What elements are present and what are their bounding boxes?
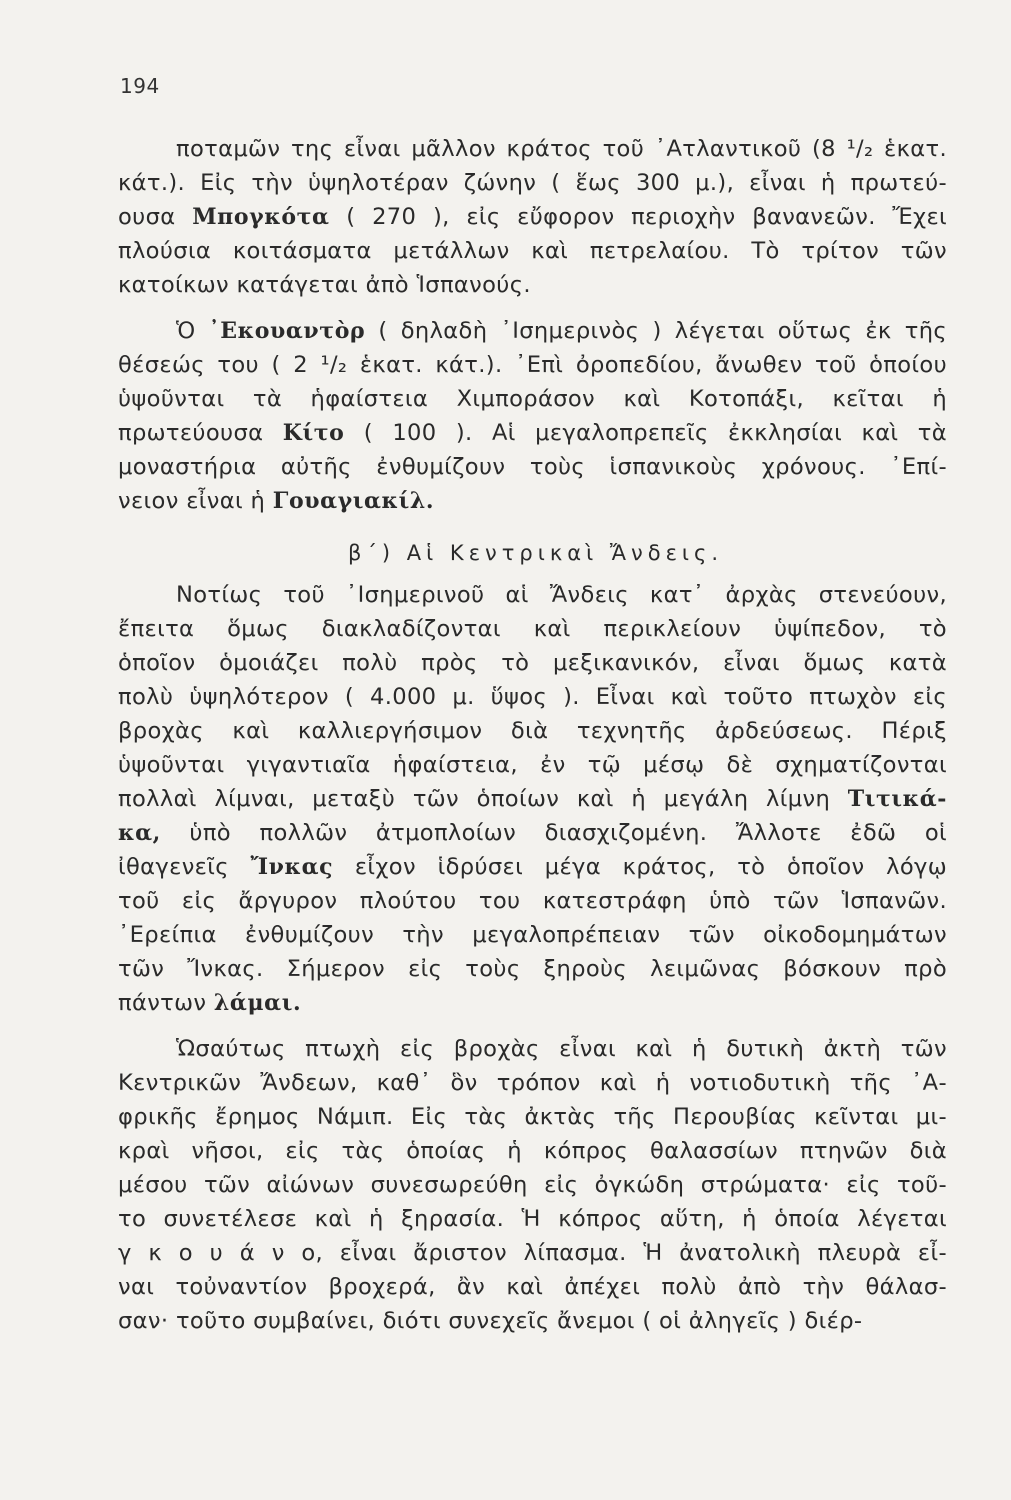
text-line bbox=[118, 918, 947, 952]
text-run: ( 270 ), εἰς εὔφορον περιοχὴν βανανεῶν. Ἔχει bbox=[329, 204, 948, 230]
text-line bbox=[118, 782, 947, 816]
text-run: το συνετέλεσε καὶ ἡ ξηρασία. Ἡ κόπρος αὕτη, ἡ ὁποία λέγεται bbox=[118, 1206, 947, 1232]
section-a-text bbox=[118, 132, 947, 518]
text-line bbox=[118, 450, 947, 484]
text-line bbox=[118, 748, 947, 782]
text-line bbox=[118, 382, 947, 416]
text-line bbox=[118, 484, 947, 518]
text-line bbox=[118, 1032, 947, 1066]
text-run: πολὺ ὑψηλότερον ( 4.000 μ. ὕψος ). Εἶναι καὶ τοῦτο πτωχὸν εἰς bbox=[118, 684, 947, 710]
text-run: πάντων bbox=[118, 990, 214, 1016]
text-line bbox=[118, 200, 947, 234]
section-b-text bbox=[118, 578, 947, 1338]
text-run: Ὁ bbox=[176, 318, 209, 344]
paragraph bbox=[118, 578, 947, 1020]
text-line bbox=[118, 348, 947, 382]
text-run: τῶν Ἴνκας. Σήμερον εἰς τοὺς ξηροὺς λειμῶνας βόσκουν πρὸ bbox=[118, 956, 947, 982]
text-run: ὑψοῦνται γιγαντιαῖα ἡφαίστεια, ἐν τῷ μέσῳ δὲ σχηματίζονται bbox=[118, 752, 947, 778]
text-line bbox=[118, 1168, 947, 1202]
text-line bbox=[118, 416, 947, 450]
text-line bbox=[118, 234, 947, 268]
paragraph bbox=[118, 314, 947, 518]
text-run: ποταμῶν της εἶναι μᾶλλον κράτος τοῦ ᾿Ατλαντικοῦ (8 ¹/₂ ἑκατ. bbox=[176, 136, 947, 162]
text-line bbox=[118, 268, 947, 302]
section-heading: β΄) Αἱ Κεντρικαὶ Ἄνδεις. bbox=[348, 541, 724, 565]
text-line bbox=[118, 1270, 947, 1304]
text-run: πρωτεύουσα bbox=[118, 420, 283, 446]
text-line bbox=[118, 166, 947, 200]
paragraph bbox=[118, 1032, 947, 1338]
bold-term: Ἴνκας bbox=[250, 854, 334, 880]
text-run: Κεντρικῶν Ἄνδεων, καθ᾿ ὃν τρόπον καὶ ἡ νοτιοδυτικὴ τῆς ᾿Α- bbox=[118, 1070, 947, 1096]
text-line bbox=[118, 1304, 947, 1338]
bold-term: Κίτο bbox=[282, 420, 345, 446]
text-run: ( 100 ). Αἱ μεγαλοπρεπεῖς ἐκκλησίαι καὶ τὰ bbox=[344, 420, 947, 446]
text-run: φρικῆς ἔρημος Νάμιπ. Εἰς τὰς ἀκτὰς τῆς Περουβίας κεῖνται μι- bbox=[118, 1104, 947, 1130]
text-line bbox=[118, 578, 947, 612]
text-run: Νοτίως τοῦ ᾿Ισημερινοῦ αἱ Ἄνδεις κατ᾿ ἀρχὰς στενεύουν, bbox=[176, 582, 947, 608]
text-run: εἶχον ἱδρύσει μέγα κράτος, τὸ ὁποῖον λόγῳ bbox=[333, 854, 947, 880]
text-run: ( δηλαδὴ ᾿Ισημερινὸς ) λέγεται οὕτως ἐκ τῆς bbox=[365, 318, 947, 344]
text-run: ὑψοῦνται τὰ ἡφαίστεια Χιμποράσον καὶ Κοτοπάξι, κεῖται ἡ bbox=[118, 386, 947, 412]
text-line bbox=[118, 986, 947, 1020]
text-line bbox=[118, 132, 947, 166]
text-line bbox=[118, 1066, 947, 1100]
text-run: ὑπὸ πολλῶν ἀτμοπλοίων διασχιζομένη. Ἄλλοτε ἐδῶ οἱ bbox=[160, 820, 947, 846]
bold-term: Τιτικά- bbox=[847, 786, 947, 812]
text-line bbox=[118, 952, 947, 986]
text-run: πλούσια κοιτάσματα μετάλλων καὶ πετρελαίου. Τὸ τρίτον τῶν bbox=[118, 238, 947, 264]
text-line bbox=[118, 1202, 947, 1236]
text-line bbox=[118, 850, 947, 884]
text-run: κάτ.). Εἰς τὴν ὑψηλοτέραν ζώνην ( ἕως 300 μ.), εἶναι ἡ πρωτεύ- bbox=[118, 170, 947, 196]
text-run: ναι τοὐναντίον βροχερά, ἂν καὶ ἀπέχει πολὺ ἀπὸ τὴν θάλασ- bbox=[118, 1274, 947, 1300]
text-run: ἰθαγενεῖς bbox=[118, 854, 251, 880]
text-line bbox=[118, 1100, 947, 1134]
bold-term: ᾿Εκουαντὸρ bbox=[208, 318, 366, 344]
text-run: ἔπειτα ὅμως διακλαδίζονται καὶ περικλείουν ὑψίπεδον, τὸ bbox=[118, 616, 947, 642]
paragraph bbox=[118, 132, 947, 302]
text-run: θέσεώς του ( 2 ¹/₂ ἑκατ. κάτ.). ᾿Επὶ ὀροπεδίου, ἄνωθεν τοῦ ὁποίου bbox=[118, 352, 947, 378]
text-line bbox=[118, 680, 947, 714]
text-run: βροχὰς καὶ καλλιεργήσιμον διὰ τεχνητῆς ἀρδεύσεως. Πέριξ bbox=[118, 718, 947, 744]
text-run: ουσα bbox=[118, 204, 193, 230]
text-run: ᾿Ερείπια ἐνθυμίζουν τὴν μεγαλοπρέπειαν τῶν οἰκοδομημάτων bbox=[118, 922, 947, 948]
text-run: γ κ ο υ ά ν ο, εἶναι ἄριστον λίπασμα. Ἡ ἀνατολικὴ πλευρὰ εἶ- bbox=[118, 1240, 947, 1266]
bold-term: κα, bbox=[118, 820, 161, 846]
text-run: μοναστήρια αὐτῆς ἐνθυμίζουν τοὺς ἱσπανικοὺς χρόνους. ᾿Επί- bbox=[118, 454, 947, 480]
text-line bbox=[118, 714, 947, 748]
text-line bbox=[118, 314, 947, 348]
text-run: Ὡσαύτως πτωχὴ εἰς βροχὰς εἶναι καὶ ἡ δυτικὴ ἀκτὴ τῶν bbox=[176, 1036, 947, 1062]
text-line bbox=[118, 612, 947, 646]
text-run: κραὶ νῆσοι, εἰς τὰς ὁποίας ἡ κόπρος θαλασσίων πτηνῶν διὰ bbox=[118, 1138, 947, 1164]
bold-term: λάμαι. bbox=[213, 990, 302, 1016]
text-run: μέσου τῶν αἰώνων συνεσωρεύθη εἰς ὀγκώδη στρώματα· εἰς τοῦ- bbox=[118, 1172, 947, 1198]
text-line bbox=[118, 646, 947, 680]
bold-term: Γουαγιακίλ. bbox=[272, 488, 435, 514]
text-run: πολλαὶ λίμναι, μεταξὺ τῶν ὁποίων καὶ ἡ μεγάλη λίμνη bbox=[118, 786, 848, 812]
text-run: ὁποῖον ὁμοιάζει πολὺ πρὸς τὸ μεξικανικόν, εἶναι ὅμως κατὰ bbox=[118, 650, 947, 676]
text-line bbox=[118, 884, 947, 918]
text-run: κατοίκων κατάγεται ἀπὸ Ἱσπανούς. bbox=[118, 272, 531, 298]
page-number: 194 bbox=[120, 74, 160, 98]
text-line bbox=[118, 1134, 947, 1168]
text-run: νειον εἶναι ἡ bbox=[118, 488, 273, 514]
text-run: σαν· τοῦτο συμβαίνει, διότι συνεχεῖς ἄνεμοι ( οἱ ἀληγεῖς ) διέρ- bbox=[118, 1308, 863, 1334]
text-run: τοῦ εἰς ἄργυρον πλούτου του κατεστράφη ὑπὸ τῶν Ἱσπανῶν. bbox=[118, 888, 947, 914]
bold-term: Μπογκότα bbox=[192, 204, 330, 230]
text-line bbox=[118, 1236, 947, 1270]
text-line bbox=[118, 816, 947, 850]
